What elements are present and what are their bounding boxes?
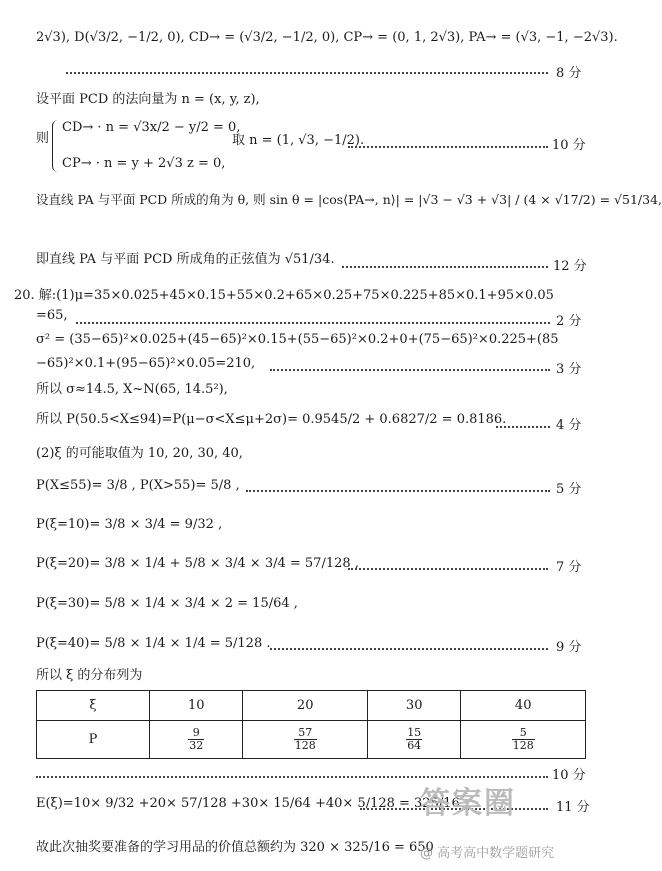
table-row [37, 721, 586, 759]
table-header-cell: 20 [243, 691, 368, 721]
line-sigma-squared: σ² = (35−65)²×0.025+(45−65)²×0.15+(55−65)²×0.2+0+(75−65)²×0.225+(85 [36, 332, 559, 347]
leader-dots [496, 426, 550, 428]
line-mu: 20. 解:(1)μ=35×0.025+45×0.15+55×0.2+65×0.25+75×0.225+85×0.1+95×0.05 [14, 288, 554, 303]
leader-dots [246, 490, 550, 492]
line-p-xi-40: P(ξ=40)= 5/8 × 1/4 × 1/4 = 5/128 . [36, 636, 271, 651]
line-take-n: 取 n = (1, √3, −1/2). [232, 133, 365, 148]
line-then: 则 [36, 131, 50, 146]
line-sin-theta: 设直线 PA 与平面 PCD 所成的角为 θ, 则 sin θ = |cos⟨PA→, n⟩| = |√3 − √3 + √3| / (4 × √17/2) = √51/34, [36, 192, 662, 207]
leader-dots [76, 322, 550, 324]
table-cell: $\frac{5}{128}$ [461, 721, 586, 759]
leader-dots [270, 369, 550, 371]
table-cell: $\frac{15}{64}$ [367, 721, 460, 759]
score-4: 4 分 [556, 418, 582, 433]
table-cell: $\frac{9}{32}$ [150, 721, 243, 759]
line-sigma-approx: 所以 σ≈14.5, X~N(65, 14.5²), [36, 382, 228, 397]
line-sigma-squared-cont: −65)²×0.1+(95−65)²×0.05=210, [36, 356, 256, 371]
table-header-xi: ξ [37, 691, 150, 721]
leader-dots [270, 648, 548, 650]
line-distribution-intro: 所以 ξ 的分布列为 [36, 668, 143, 683]
distribution-table [36, 690, 586, 759]
line-normal-vector: 设平面 PCD 的法向量为 n = (x, y, z), [36, 92, 260, 107]
leader-dots [348, 146, 548, 148]
line-p-xi-10: P(ξ=10)= 3/8 × 3/4 = 9/32 , [36, 517, 223, 532]
table-cell: $\frac{57}{128}$ [243, 721, 368, 759]
score-11: 11 分 [556, 800, 590, 815]
line-p-x: P(X≤55)= 3/8 , P(X>55)= 5/8 , [36, 478, 240, 493]
score-9: 9 分 [556, 640, 582, 655]
line-cp-dot-n: CP→ · n = y + 2√3 z = 0, [62, 156, 226, 171]
line-probability-interval: 所以 P(50.5<X≤94)=P(μ−σ<X≤μ+2σ)= 0.9545/2 + 0.6827/2 = 0.8186. [36, 412, 507, 427]
score-2: 2 分 [556, 314, 582, 329]
watermark-logo: 答案圈 [420, 786, 516, 821]
line-conclusion: 故此次抽奖要准备的学习用品的价值总额约为 320 × 325/16 = 650 [36, 840, 434, 855]
score-3: 3 分 [556, 362, 582, 377]
line-cd-dot-n: CD→ · n = √3x/2 − y/2 = 0, [62, 120, 241, 135]
score-7: 7 分 [556, 560, 582, 575]
leader-dots [348, 568, 548, 570]
line-sine-value: 即直线 PA 与平面 PCD 所成角的正弦值为 √51/34. [36, 252, 335, 267]
line-coordinates: 2√3), D(√3/2, −1/2, 0), CD→ = (√3/2, −1/2, 0), CP→ = (0, 1, 2√3), PA→ = (√3, −1, −2√3). [36, 30, 618, 45]
line-mu-result: =65, [36, 308, 68, 323]
table-row [37, 691, 586, 721]
leader-dots [66, 72, 548, 74]
score-12: 12 分 [553, 259, 587, 274]
table-header-cell: 40 [461, 691, 586, 721]
table-header-cell: 10 [150, 691, 243, 721]
table-row-label: P [37, 721, 150, 759]
score-10b: 10 分 [552, 768, 586, 783]
watermark-text: @ 高考高中数学题研究 [420, 846, 555, 861]
line-expectation: E(ξ)=10× 9/32 +20× 57/128 +30× 15/64 +40× 5/128 = 325/16 , [36, 796, 469, 811]
table-header-cell: 30 [367, 691, 460, 721]
score-10: 10 分 [552, 138, 586, 153]
line-p-xi-20: P(ξ=20)= 3/8 × 1/4 + 5/8 × 3/4 × 3/4 = 57/128 , [36, 556, 359, 571]
line-p-xi-30: P(ξ=30)= 5/8 × 1/4 × 3/4 × 2 = 15/64 , [36, 596, 298, 611]
equation-brace [52, 120, 61, 172]
leader-dots [342, 266, 548, 268]
score-5: 5 分 [556, 482, 582, 497]
line-xi-values: (2)ξ 的可能取值为 10, 20, 30, 40, [36, 446, 243, 461]
score-8: 8 分 [556, 66, 582, 81]
